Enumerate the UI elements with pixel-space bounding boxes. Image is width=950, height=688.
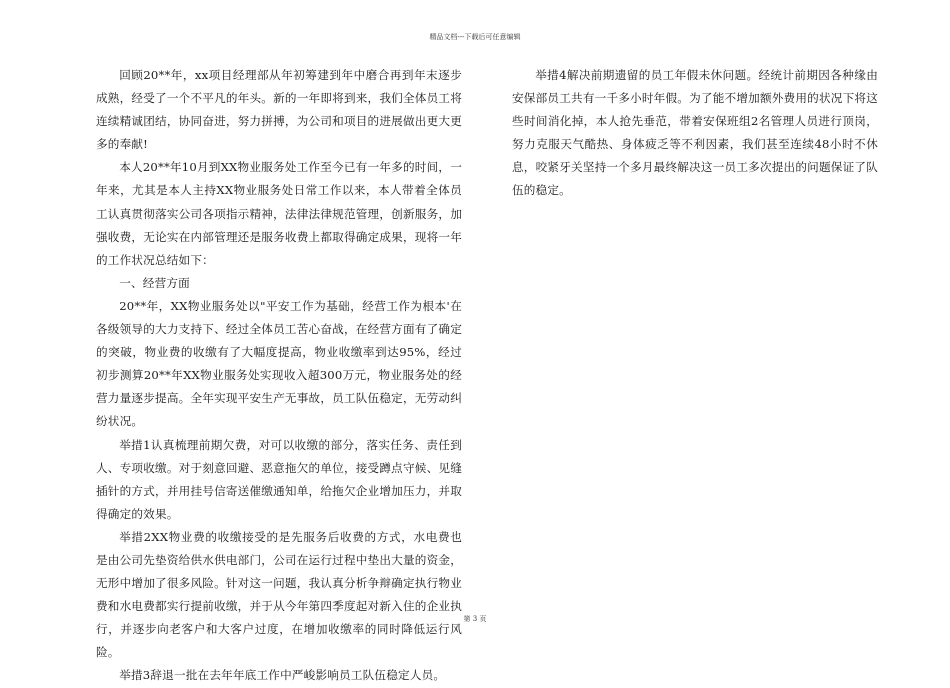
right-column: [512, 64, 878, 203]
left-column: [96, 64, 462, 688]
paragraph-measure-2: 举措2XX物业费的收缴接受的是先服务后收费的方式，水电费也是由公司先垫资给供水供电部门，公司在运行过程中垫出大量的资金，无形中增加了很多风险。针对这一问题，我认真分析争辩确定执行物业费和水电费都实行提前收缴，并于从今年第四季度起对新入住的企业执行，并逐步向老客户和大客户过度，在增加收缴率的同时降低运行风险。: [96, 529, 462, 660]
paragraph-intro: 本人20**年10月到XX物业服务处工作至今已有一年多的时间，一年来，尤其是本人主持XX物业服务处日常工作以来，本人带着全体员工认真贯彻落实公司各项指示精神，法律法律规范管理，创新服务，加强收费，无论实在内部管理还是服务收费上都取得确定成果，现将一年的工作状况总结如下：: [96, 160, 462, 267]
section-heading-operations: 一、经营方面: [119, 275, 190, 290]
paragraph-operations: 20**年，XX物业服务处以"平安工作为基础，经营工作为根本'在各级领导的大力支持下、经过全体员工苦心奋战，在经营方面有了确定的突破，物业费的收缴有了大幅度提高，物业收缴率到达95%，经过初步测算20**年XX物业服务处实现收入超300万元，物业服务处的经营力量逐步提高。全年实现平安生产无事故，员工队伍稳定，无劳动纠纷状况。: [96, 298, 462, 429]
paragraph-measure-1: 举措1认真梳理前期欠费，对可以收缴的部分，落实任务、责任到人、专项收缴。对于刻意回避、恶意拖欠的单位，接受蹲点守候、见缝插针的方式，并用挂号信寄送催缴通知单，给拖欠企业增加压力，并取得确定的效果。: [96, 437, 462, 521]
paragraph-review: 回顾20**年，xx项目经理部从年初筹建到年中磨合再到年末逐步成熟，经受了一个不平凡的年头。新的一年即将到来，我们全体员工将连续精诚团结，协同奋进，努力拼搏，为公司和项目的进展做出更大更多的奉献!: [96, 68, 462, 152]
paragraph-measure-3: 举措3辞退一批在去年年底工作中严峻影响员工队伍稳定人员。: [119, 668, 446, 683]
page-number: 第 3 页: [463, 615, 487, 623]
paragraph-measure-4: 举措4解决前期遗留的员工年假未休问题。经统计前期因各种缘由安保部员工共有一千多小时年假。为了能不增加额外费用的状况下将这些时间消化掉，本人抢先垂范，带着安保班组2名管理人员进行顶岗，努力克服天气酷热、身体疲乏等不利因素，我们甚至连续48小时不休息，咬紧牙关坚持一个多月最终解决这一员工多次提出的问题保证了队伍的稳定。: [512, 68, 878, 198]
page-header: 精品文档---下载后可任意编辑: [429, 33, 521, 41]
